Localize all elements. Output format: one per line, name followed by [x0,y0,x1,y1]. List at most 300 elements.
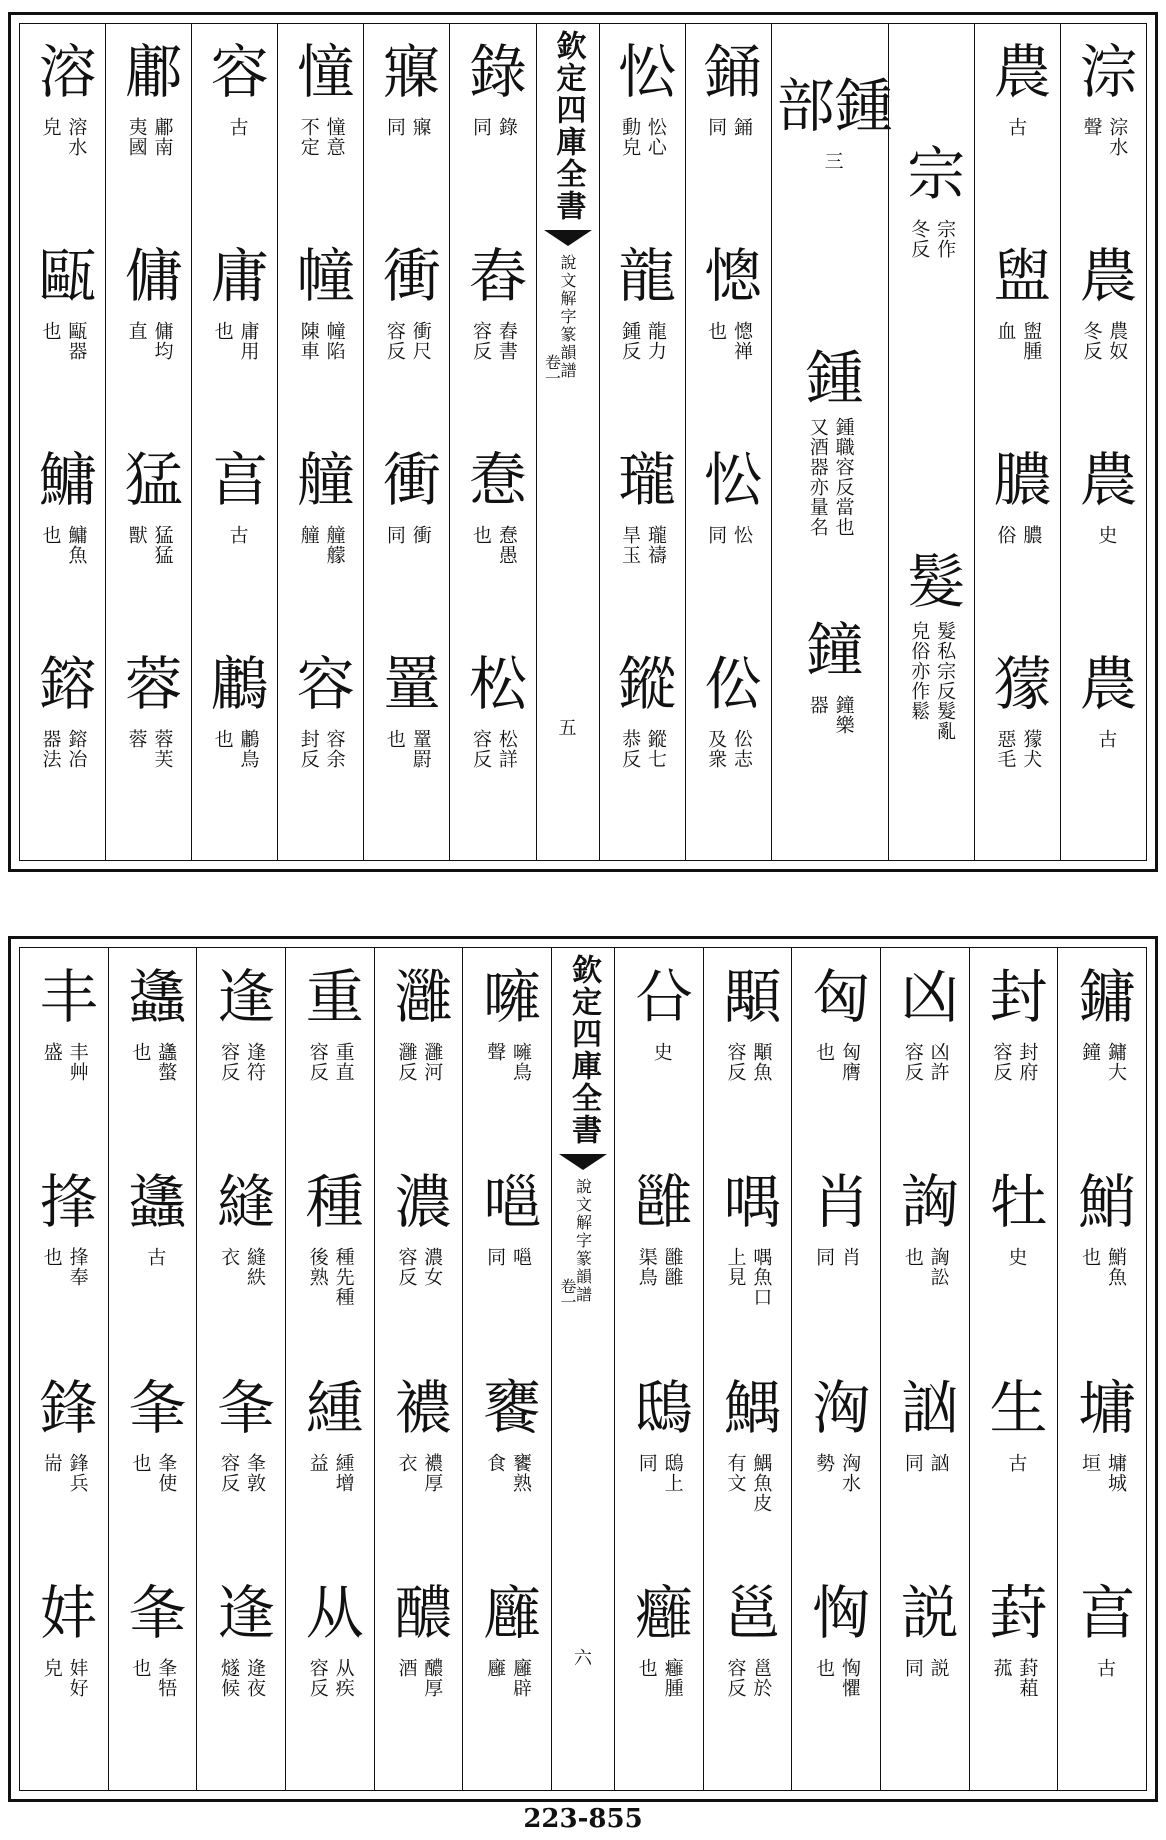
gloss-line: 訩 [927,1452,950,1473]
dictionary-entry [704,1582,792,1772]
gloss-line: 也 [1079,1247,1102,1268]
seal-character: 匈 [802,965,871,1024]
gloss-line: 膿 [1020,525,1043,545]
dictionary-entry [1061,41,1146,231]
gloss [646,1042,672,1062]
seal-character: 縫 [207,1171,276,1230]
dictionary-entry [286,1171,374,1361]
gloss [211,729,259,769]
gloss-line: 上見 [724,1247,747,1288]
dictionary-entry [109,966,197,1156]
gloss-line: 冬反 [908,219,931,259]
catalog-code: 223-855 [523,1804,643,1834]
gloss [724,1453,772,1513]
dictionary-entry [192,245,277,435]
gloss [704,321,752,361]
seal-character: 鍾 [795,347,864,405]
gloss [383,321,431,361]
seal-character: 憧 [286,41,355,99]
gloss [125,117,173,157]
text-column [766,24,893,860]
text-column [974,24,1060,860]
gloss-line: 容反 [383,321,406,361]
gloss-line: 淙水 [1106,117,1129,157]
gloss-line: 旱玉 [619,525,642,565]
gloss-line: 鎔冶 [65,729,88,769]
seal-character: 丰 [29,965,98,1024]
seal-character: 衝 [372,245,441,303]
text-column [191,24,277,860]
gloss-line: 匈膺 [838,1041,861,1082]
gloss-line: 同 [901,1452,924,1473]
gloss-line: 鄘南 [151,117,174,157]
seal-character: 獴 [983,653,1052,711]
seal-character: 錄 [458,41,527,99]
gloss [297,525,345,565]
seal-character: 雝 [624,1171,693,1230]
gloss-line: 伀志 [731,729,754,769]
seal-character: 農 [1069,653,1138,711]
gloss-line: 猛猛 [151,525,174,565]
gloss-line: 墉城 [1105,1452,1127,1493]
dictionary-entry [450,245,535,435]
page-panel-top [8,12,1158,872]
dictionary-entry [364,653,449,843]
seal-character: 衝 [372,449,441,507]
dictionary-entry [600,653,685,843]
gloss-line: 饔熟 [509,1452,532,1493]
gloss-line: 丰艸 [66,1041,89,1082]
dictionary-entry [704,1377,792,1567]
dictionary-entry [463,1171,551,1361]
seal-character: 凶 [890,965,959,1024]
gloss [483,1247,531,1267]
gloss-line: 溶水 [65,117,88,157]
dictionary-entry [975,41,1060,231]
gloss-line: 蓉芙 [151,729,174,769]
seal-character: 鍾部 [766,75,893,133]
dictionary-entry [109,1582,197,1772]
gloss [635,1453,683,1493]
volume-label: 卷一 [542,354,562,386]
gloss-line: 容余 [323,729,346,769]
gloss [1078,1247,1126,1287]
dictionary-entry [766,75,893,265]
gloss-line: 縫紩 [243,1247,266,1288]
text-column [969,948,1058,1790]
dictionary-entry [975,245,1060,435]
gloss-line: 三 [821,151,844,171]
gloss [1091,525,1117,545]
gloss-line: 勢 [813,1452,836,1473]
gloss-line: 又酒器亦量名 [806,417,829,537]
gloss-line: 錄 [495,117,518,137]
dictionary-entry [1061,245,1146,435]
gloss [297,729,345,769]
gloss-line: 陳車 [297,321,320,361]
dictionary-entry [1058,966,1146,1156]
dictionary-entry [881,966,969,1156]
gloss-line: 甌器 [65,321,88,361]
seal-character: 罿 [372,653,441,711]
dictionary-entry [792,1377,880,1567]
gloss-line: 菰 [990,1658,1013,1679]
gloss-line: 从疾 [332,1658,355,1699]
dictionary-entry [278,449,363,639]
seal-character: 捀 [29,1171,98,1230]
gloss-line: 獸 [125,525,148,545]
dictionary-entry [192,653,277,843]
dictionary-entry [704,966,792,1156]
seal-character: 鱅 [28,449,97,507]
gloss-line: 洶水 [838,1452,861,1493]
seal-character: 嗈 [473,1171,542,1230]
gloss-line: 恟懼 [838,1658,861,1699]
gloss [724,1042,772,1082]
gloss-line: 也 [635,1658,658,1679]
gloss-line: 艟 [297,525,320,545]
dictionary-entry [20,966,108,1156]
dictionary-entry [615,1582,703,1772]
seal-character: 生 [979,1376,1048,1435]
dictionary-entry [286,966,374,1156]
gloss [994,321,1042,361]
gloss-line: 喁魚口 [750,1247,773,1308]
gloss [483,1453,531,1493]
seal-character: 鎔 [28,653,97,711]
gloss [217,1658,265,1698]
dictionary-entry [109,1171,197,1361]
seal-character: 緟 [295,1376,364,1435]
seal-character: 鏞 [1068,965,1137,1024]
gloss [469,729,517,769]
gloss [618,117,666,157]
gloss-line: 惡毛 [994,729,1017,769]
dictionary-entry [375,966,463,1156]
gloss [812,1042,860,1082]
gloss [483,1658,531,1698]
gloss [395,1042,443,1082]
gloss-line: 罿罻 [409,729,432,769]
dictionary-entry [881,1377,969,1567]
gloss [1078,1042,1126,1082]
gloss-line: 鋒兵 [66,1452,89,1493]
gloss-line: 瓏禱 [644,525,667,565]
dictionary-entry [192,41,277,231]
gloss-line: 也 [705,321,728,341]
gloss-line: 同 [383,117,406,137]
dictionary-entry [20,1582,108,1772]
text-column [285,948,374,1790]
gloss-line: 逢符 [243,1041,266,1082]
gloss [40,1453,88,1493]
gloss-line: 後熟 [306,1247,329,1288]
dictionary-entry [792,966,880,1156]
gloss [907,621,955,741]
gloss-line: 皃 [39,117,62,137]
gloss [994,729,1042,769]
seal-character: 襛 [384,1376,453,1435]
gloss-line: 古 [1005,117,1028,137]
gloss-line: 鴟上 [661,1452,684,1493]
gloss-line: 襛厚 [421,1452,444,1493]
gloss-line: 醲厚 [421,1658,444,1699]
gloss-line: 血 [994,321,1017,341]
dictionary-entry [889,551,974,741]
gloss [40,1658,88,1698]
dictionary-entry [686,449,771,639]
dictionary-entry [197,1582,285,1772]
gloss-line: 庸用 [237,321,260,361]
text-column [888,24,974,860]
gloss-line: 凶許 [927,1041,950,1082]
seal-character: 農 [1069,449,1138,507]
gloss [469,117,517,137]
gloss-line: 重直 [332,1041,355,1082]
dictionary-entry [704,1171,792,1361]
text-column [462,948,551,1790]
gloss-line: 史 [650,1041,673,1062]
gloss [806,417,854,537]
dictionary-entry [286,1582,374,1772]
gloss-line: 顒魚 [750,1041,773,1082]
seal-character: 忪 [694,449,763,507]
gloss-line: 舂書 [495,321,518,361]
gloss-line: 古 [1094,1658,1117,1679]
seal-character: 鰅 [713,1376,782,1435]
gloss-line: 史 [1005,1247,1028,1268]
seal-character: 妦 [29,1582,98,1641]
gloss [129,1658,177,1698]
center-margin [536,24,599,860]
gloss [125,525,173,565]
gloss-line: 緟增 [332,1452,355,1493]
gloss [383,117,431,137]
dictionary-entry [20,1377,108,1567]
gloss [812,1453,860,1493]
seal-character: 濃 [384,1171,453,1230]
gloss [907,219,955,259]
seal-character: 鐘 [795,619,864,677]
seal-character: 逢 [207,1582,276,1641]
gloss-line: 忪心 [644,117,667,157]
seal-character: 庸 [200,245,269,303]
seal-character: 㕣 [624,965,693,1024]
gloss-line: 容反 [218,1452,241,1493]
panel-frame [19,947,1147,1791]
gloss [990,1042,1038,1082]
gloss-line: 鰅魚皮 [750,1452,773,1513]
dictionary-entry [364,449,449,639]
gloss-line: 逄夜 [243,1658,266,1699]
dictionary-entry [20,653,105,843]
page-panel-bottom [8,936,1158,1802]
text-column [20,948,108,1790]
gloss [39,117,87,157]
page-number: 六 [573,1648,592,1669]
gloss-line: 也 [40,1247,63,1268]
gloss [635,1247,683,1287]
gloss-line: 鍾反 [619,321,642,361]
gloss-line: 封府 [1016,1041,1039,1082]
gloss [1089,1658,1115,1678]
gloss-line: 葑蒩 [1016,1658,1039,1699]
gloss-line: 廱辟 [509,1658,532,1699]
gloss-line: 宗作 [934,219,957,259]
dictionary-entry [192,449,277,639]
gloss-line: 不定 [297,117,320,157]
seal-character: 鴟 [624,1376,693,1435]
text-column [880,948,969,1790]
text-column [374,948,463,1790]
gloss [297,117,345,157]
gloss-line: 邕於 [750,1658,773,1699]
seal-character: 夆 [207,1376,276,1435]
dictionary-entry [970,1171,1058,1361]
gloss-line: 也 [39,321,62,341]
gloss [724,1247,772,1307]
dictionary-entry [1061,653,1146,843]
gloss [222,117,248,137]
page-number: 五 [558,718,577,739]
gloss-line: 蠭螫 [155,1041,178,1082]
gloss [1080,117,1128,157]
gloss-line: 恭反 [619,729,642,769]
gloss [40,1247,88,1287]
dictionary-entry [450,449,535,639]
dictionary-entry [278,41,363,231]
gloss-line: 種先種 [332,1247,355,1308]
dictionary-entry [970,1582,1058,1772]
gloss-line: 容反 [724,1658,747,1699]
gloss [306,1247,354,1307]
seal-character: 鏦 [608,653,677,711]
gloss-line: 鱅魚 [65,525,88,565]
dictionary-entry [881,1171,969,1361]
text-column [703,948,792,1790]
text-column [614,948,703,1790]
seal-character: 廱 [473,1582,542,1641]
seal-character: 洶 [802,1376,871,1435]
gloss-line: 也 [129,1452,152,1473]
seal-character: 説 [890,1582,959,1641]
gloss [395,1658,443,1698]
seal-character: 牡 [979,1171,1048,1230]
text-column [685,24,771,860]
seal-character: 鄘 [114,41,183,99]
gloss-line: 也 [211,729,234,749]
gloss-line: 艟艨 [323,525,346,565]
gloss-line: 容反 [990,1041,1013,1082]
text-column [1057,948,1146,1790]
gloss-line: 妦好 [66,1658,89,1699]
dictionary-entry [20,1171,108,1361]
gloss [1091,729,1117,749]
gloss-line: 同 [484,1247,507,1268]
dictionary-entry [686,245,771,435]
gloss-line: 容反 [901,1041,924,1082]
gloss-line: 衣 [395,1452,418,1473]
dictionary-entry [375,1377,463,1567]
gloss [901,1042,949,1082]
seal-character: 癰 [624,1582,693,1641]
dictionary-entry [106,41,191,231]
gloss [817,151,843,171]
gloss-line: 衣 [218,1247,241,1268]
gloss-line: 器法 [39,729,62,769]
dictionary-entry [106,245,191,435]
dictionary-entry [450,653,535,843]
gloss [129,1453,177,1493]
text-column [108,948,197,1790]
gloss [1004,117,1030,137]
seal-character: 容 [286,653,355,711]
gloss-line: 冬反 [1080,321,1103,361]
gloss-line: 同 [383,525,406,545]
gloss-line: 鐘 [1079,1041,1102,1062]
gloss-line: 幢陷 [323,321,346,361]
dictionary-entry [20,449,105,639]
gloss-line: 鷛鳥 [237,729,260,769]
gloss-line: 夆使 [155,1452,178,1493]
gloss-line: 也 [813,1041,836,1062]
gloss-line: 益 [306,1452,329,1473]
gloss-line: 忪 [731,525,754,545]
seal-character: 葑 [979,1582,1048,1641]
seal-character: 鮹 [1068,1171,1137,1230]
dictionary-entry [109,1377,197,1567]
gloss [39,525,87,565]
gloss-line: 聲 [1080,117,1103,137]
gloss-line: 鮹魚 [1105,1247,1127,1288]
gloss-line: 癰腫 [661,1658,684,1699]
seal-character: 鋒 [29,1376,98,1435]
seal-character: 松 [458,653,527,711]
seal-character: 猛 [114,449,183,507]
gloss [812,1658,860,1698]
gloss-line: 夷國 [125,117,148,157]
gloss-line: 也 [813,1658,836,1679]
volume-label: 卷一 [557,1278,577,1310]
gloss [483,1042,531,1082]
dictionary-entry [463,1377,551,1567]
gloss [469,321,517,361]
gloss-line: 耑 [40,1452,63,1473]
gloss-line: 鏦七 [644,729,667,769]
center-margin [551,948,614,1790]
work-title: 說文解字篆韻譜 [558,254,578,380]
gloss [383,525,431,545]
seal-character: 蓉 [114,653,183,711]
gloss-line: 直 [125,321,148,341]
dictionary-entry [197,1377,285,1567]
gloss [297,321,345,361]
seal-character: 膿 [983,449,1052,507]
gloss-line: 寱 [409,117,432,137]
gloss-line: 垣 [1079,1452,1102,1473]
dictionary-entry [615,1377,703,1567]
text-column [277,24,363,860]
gloss-line: 憧意 [323,117,346,157]
seal-character: 伀 [694,653,763,711]
dictionary-entry [364,245,449,435]
dictionary-entry [1058,1171,1146,1361]
dictionary-entry [1061,449,1146,639]
gloss-line: 銿 [731,117,754,137]
dictionary-entry [686,653,771,843]
gloss-line: 容反 [395,1247,418,1288]
gloss [217,1247,265,1287]
